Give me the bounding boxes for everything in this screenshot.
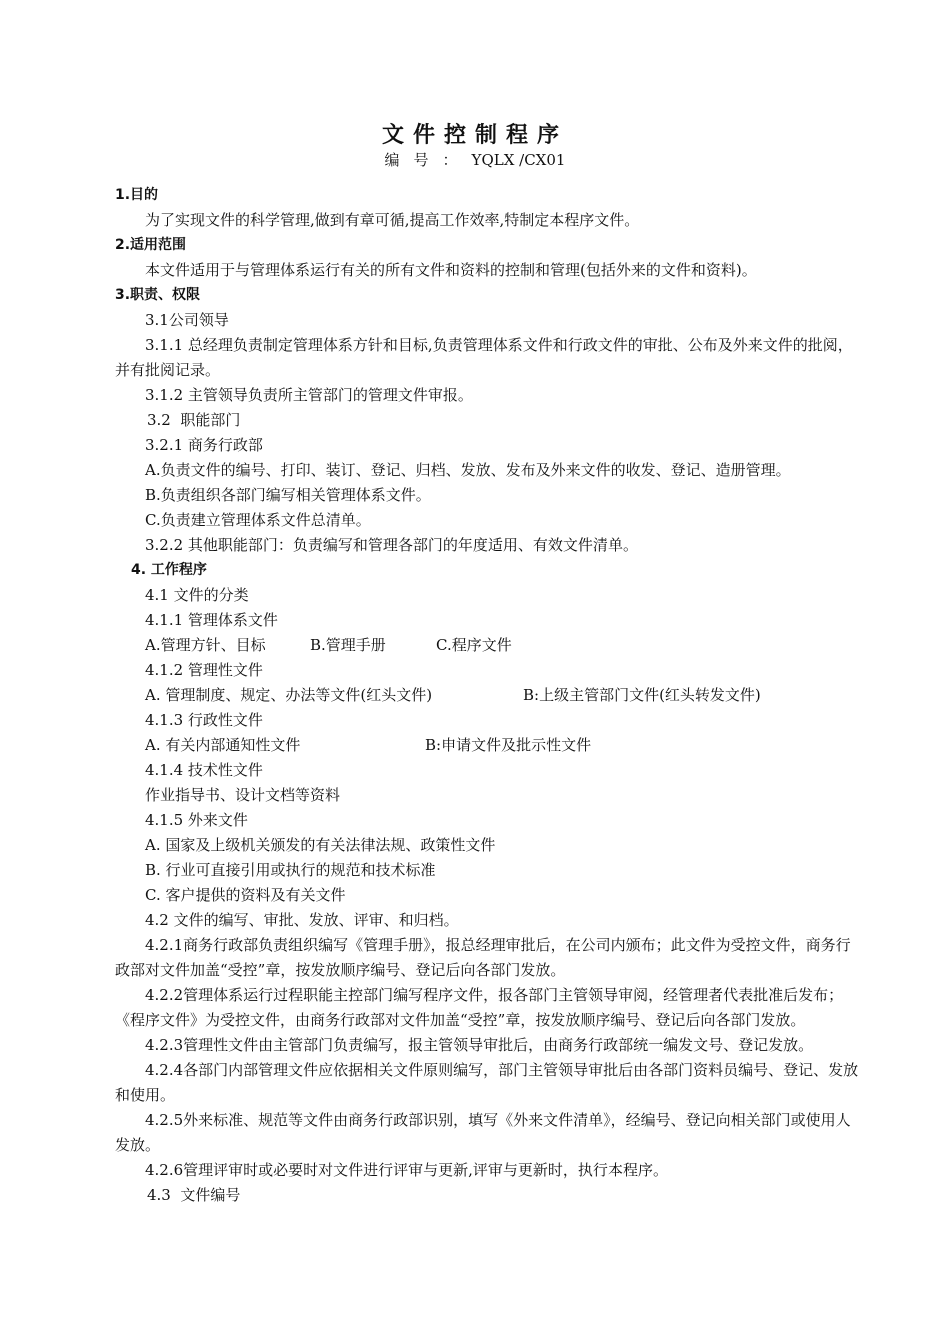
paragraph: 4.2.4各部门内部管理文件应依据相关文件原则编写，部门主管领导审批后由各部门资料员编号、登记、发放和使用。	[115, 1061, 859, 1104]
document-number-label: 编号：	[384, 151, 472, 169]
paragraph: 4.2.6管理评审时或必要时对文件进行评审与更新,评审与更新时，执行本程序。	[145, 1161, 668, 1179]
paragraph: 3.2.2 其他职能部门：负责编写和管理各部门的年度适用、有效文件清单。	[145, 536, 638, 554]
list-item: B:申请文件及批示性文件	[425, 736, 592, 754]
paragraph: 为了实现文件的科学管理,做到有章可循,提高工作效率,特制定本程序文件。	[145, 211, 640, 229]
paragraph: 本文件适用于与管理体系运行有关的所有文件和资料的控制和管理(包括外来的文件和资料)。	[145, 261, 757, 279]
paragraph: 4.1.5 外来文件	[145, 811, 248, 829]
document-body	[115, 183, 865, 1208]
section-heading-procedure: 4. 工作程序	[131, 562, 207, 578]
paragraph: 4.2.1商务行政部负责组织编写《管理手册》，报总经理审批后，在公司内颁布；此文件为受控文件，商务行政部对文件加盖“受控”章，按发放顺序编号、登记后向各部门发放。	[115, 936, 851, 979]
paragraph: 4.1.2 管理性文件	[145, 661, 263, 679]
paragraph: A.负责文件的编号、打印、装订、登记、归档、发放、发布及外来文件的收发、登记、造册管理。	[145, 461, 791, 479]
list-item: C. 客户提供的资料及有关文件	[145, 886, 346, 904]
list-item: B:上级主管部门文件(红头转发文件)	[523, 686, 761, 704]
paragraph: 3.2 职能部门	[147, 411, 241, 429]
section-heading-scope: 2.适用范围	[115, 237, 187, 253]
paragraph: B.负责组织各部门编写相关管理体系文件。	[145, 486, 431, 504]
paragraph: 4.2.3管理性文件由主管部门负责编写，报主管领导审批后，由商务行政部统一编发文号、登记发放。	[145, 1036, 814, 1054]
paragraph: C.负责建立管理体系文件总清单。	[145, 511, 371, 529]
list-row	[115, 733, 865, 758]
document-title: 文件控制程序	[381, 123, 568, 148]
paragraph: 4.1.3 行政性文件	[145, 711, 263, 729]
list-item: A. 国家及上级机关颁发的有关法律法规、政策性文件	[145, 836, 496, 854]
paragraph: 4.3 文件编号	[147, 1186, 241, 1204]
section-heading-purpose: 1.目的	[115, 187, 159, 203]
paragraph: 3.1.1 总经理负责制定管理体系方针和目标,负责管理体系文件和行政文件的审批、公布及外来文件的批阅，并有批阅记录。	[115, 336, 853, 379]
list-item: B.管理手册	[310, 636, 386, 654]
list-item: A. 有关内部通知性文件	[145, 736, 301, 754]
paragraph: 4.1 文件的分类	[145, 586, 249, 604]
section-heading-responsibilities: 3.职责、权限	[115, 287, 201, 303]
paragraph: 4.1.1 管理体系文件	[145, 611, 278, 629]
list-item: A. 管理制度、规定、办法等文件(红头文件)	[145, 686, 433, 704]
paragraph: 4.2.5外来标准、规范等文件由商务行政部识别，填写《外来文件清单》，经编号、登记向相关部门或使用人发放。	[115, 1111, 851, 1154]
list-item: B. 行业可直接引用或执行的规范和技术标准	[145, 861, 436, 879]
paragraph: 3.1.2 主管领导负责所主管部门的管理文件审报。	[145, 386, 473, 404]
paragraph: 4.1.4 技术性文件	[145, 761, 263, 779]
paragraph: 3.2.1 商务行政部	[145, 436, 263, 454]
list-row	[115, 683, 865, 708]
paragraph: 3.1公司领导	[145, 311, 229, 329]
list-row	[115, 633, 865, 658]
document-number-value: YQLX /CX01	[471, 151, 566, 169]
list-item: A.管理方针、目标	[145, 636, 266, 654]
document-number	[0, 149, 950, 170]
paragraph: 4.2 文件的编写、审批、发放、评审、和归档。	[145, 911, 459, 929]
list-item: C.程序文件	[436, 636, 512, 654]
paragraph: 4.2.2管理体系运行过程职能主控部门编写程序文件，报各部门主管领导审阅，经管理者代表批准后发布；《程序文件》为受控文件，由商务行政部对文件加盖“受控”章，按发放顺序编号、登记后向各部门发放。	[115, 986, 844, 1029]
paragraph: 作业指导书、设计文档等资料	[145, 786, 341, 804]
